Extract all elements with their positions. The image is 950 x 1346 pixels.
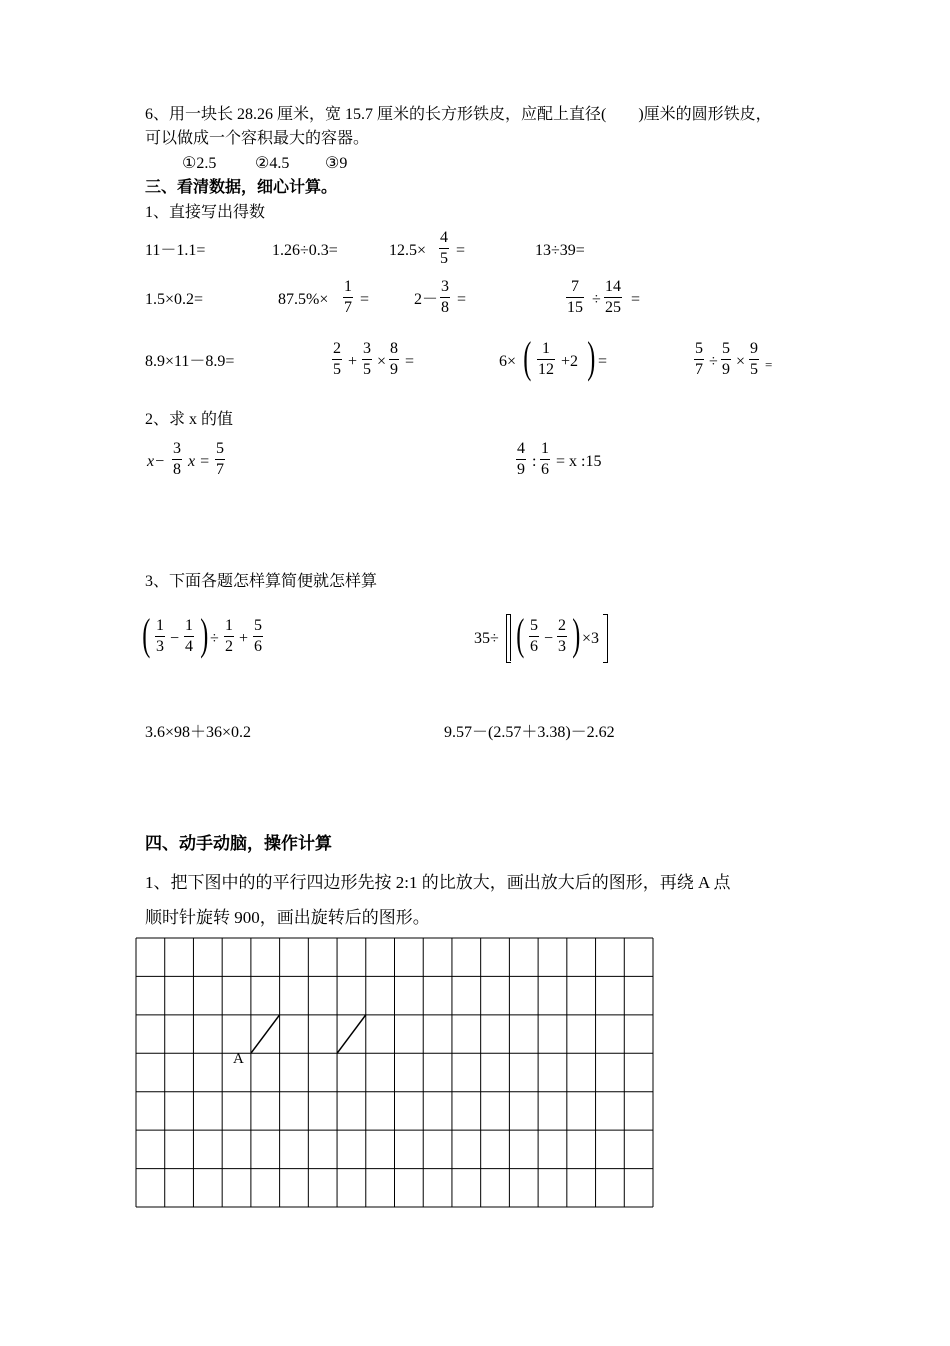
eq1-pre: x− [147, 453, 165, 470]
calc-r3-d-frac2 [721, 340, 731, 379]
part2-label: 2、求 x 的值 [145, 411, 234, 428]
numerator: 2 [333, 340, 341, 357]
denominator: 5 [750, 361, 758, 378]
calc-r3-c-tail: +2 [561, 353, 579, 370]
numerator: 1 [225, 617, 233, 634]
calc-r3-b-op1: + [348, 353, 358, 370]
q6-option-2: ②4.5 [255, 155, 290, 172]
numerator: 5 [216, 440, 224, 457]
right-bracket [603, 614, 608, 663]
calc-r3-c-pre: 6× [499, 353, 517, 370]
numerator: 2 [558, 617, 566, 634]
parallelogram-edge [251, 1015, 280, 1053]
p2-frac2 [557, 617, 567, 656]
numerator: 14 [605, 278, 621, 295]
p1-frac4 [253, 617, 263, 656]
numerator: 1 [542, 340, 550, 357]
q6-line1: 6、用一块长 28.26 厘米，宽 15.7 厘米的长方形铁皮，应配上直径( )厘米的圆形铁皮， [145, 106, 772, 123]
denominator: 2 [225, 638, 233, 655]
section3-title: 三、看清数据，细心计算。 [145, 177, 338, 196]
denominator: 5 [440, 250, 448, 267]
calc-r2-b-fraction [343, 278, 353, 317]
calc-r2-c-post: = [457, 291, 467, 308]
section4-title: 四、动手动脑，操作计算 [145, 834, 332, 854]
right-paren: ) [587, 333, 596, 382]
calc-r3-b-frac1 [332, 340, 342, 379]
q6-option-3: ③9 [325, 155, 348, 172]
numerator: 5 [254, 617, 262, 634]
drawing-grid [135, 937, 655, 1209]
calc-r3-a: 8.9×11－8.9= [145, 353, 235, 370]
denominator: 12 [538, 361, 554, 378]
calc-r2-d-post: = [631, 291, 641, 308]
p1-op1: − [170, 630, 180, 647]
calc-r2-b-pre: 87.5%× [278, 291, 329, 308]
numerator: 1 [344, 278, 352, 295]
numerator: 3 [363, 340, 371, 357]
denominator: 8 [441, 299, 449, 316]
numerator: 9 [750, 340, 758, 357]
calc-r2-d-fraction2 [604, 278, 622, 317]
numerator: 1 [185, 617, 193, 634]
eq1-frac2 [215, 440, 225, 479]
calc-r1-c-fraction [439, 229, 449, 268]
calc-r2-b-post: = [360, 291, 370, 308]
p1-op2: ÷ [210, 630, 219, 647]
eq2-frac1 [516, 440, 526, 479]
calc-r1-c-pre: 12.5× [389, 242, 427, 259]
calc-r3-b-frac3 [389, 340, 399, 379]
denominator: 7 [344, 299, 352, 316]
numerator: 1 [541, 440, 549, 457]
section4-q1-line2: 顺时针旋转 900，画出旋转后的图形。 [145, 908, 430, 927]
eq1-frac1 [172, 440, 182, 479]
numerator: 7 [571, 278, 579, 295]
calc-r3-d-frac3 [749, 340, 759, 379]
numerator: 5 [722, 340, 730, 357]
eq2-post: = x :15 [556, 453, 602, 470]
right-paren: ) [572, 610, 581, 659]
numerator: 5 [695, 340, 703, 357]
denominator: 4 [185, 638, 193, 655]
denominator: 3 [156, 638, 164, 655]
calc-r1-a: 11－1.1= [145, 242, 206, 259]
p2-op1: − [544, 630, 554, 647]
calc-r3-b-frac2 [362, 340, 372, 379]
p1-frac1 [155, 617, 165, 656]
calc-r1-b: 1.26÷0.3= [272, 242, 338, 259]
denominator: 5 [333, 361, 341, 378]
calc-r2-c-fraction [440, 278, 450, 317]
q6-option-1: ①2.5 [182, 155, 217, 172]
calc-r3-d-op2: × [736, 353, 746, 370]
calc-r3-d-frac1 [694, 340, 704, 379]
denominator: 8 [173, 461, 181, 478]
calc-r3-d-post: = [765, 357, 773, 372]
denominator: 9 [722, 361, 730, 378]
denominator: 7 [695, 361, 703, 378]
denominator: 9 [390, 361, 398, 378]
calc-r2-c-pre: 2－ [414, 291, 439, 308]
p2-pre: 35÷ [474, 630, 499, 647]
eq2-colon: : [532, 453, 537, 470]
q6-line2: 可以做成一个容积最大的容器。 [145, 130, 370, 147]
numerator: 1 [156, 617, 164, 634]
calc-r1-d: 13÷39= [535, 242, 585, 259]
parallelogram-edge [337, 1015, 366, 1053]
denominator: 6 [530, 638, 538, 655]
numerator: 5 [530, 617, 538, 634]
denominator: 6 [254, 638, 262, 655]
numerator: 4 [517, 440, 525, 457]
calc-r1-c-post: = [456, 242, 466, 259]
right-paren: ) [200, 610, 209, 659]
calc-r3-b-post: = [405, 353, 415, 370]
left-paren: ( [142, 610, 151, 659]
point-a-label: A [233, 1051, 244, 1067]
left-paren: ( [516, 610, 525, 659]
part3-label: 3、下面各题怎样算简便就怎样算 [145, 573, 378, 590]
numerator: 4 [440, 229, 448, 246]
denominator: 9 [517, 461, 525, 478]
denominator: 3 [558, 638, 566, 655]
numerator: 3 [173, 440, 181, 457]
calc-r2-d-fraction1 [566, 278, 584, 317]
left-paren: ( [523, 333, 532, 382]
denominator: 15 [567, 299, 583, 316]
eq1-mid: x = [188, 453, 210, 470]
section4-q1-line1: 1、把下图中的的平行四边形先按 2:1 的比放大，画出放大后的图形，再绕 A 点 [145, 873, 731, 892]
calc-r3-b-op2: × [377, 353, 387, 370]
p4-expression: 9.57－(2.57＋3.38)－2.62 [444, 724, 615, 741]
calc-r2-a: 1.5×0.2= [145, 291, 204, 308]
p1-op3: + [239, 630, 249, 647]
left-bracket-inner [510, 614, 515, 661]
numerator: 8 [390, 340, 398, 357]
p1-frac2 [184, 617, 194, 656]
p1-frac3 [224, 617, 234, 656]
p2-frac1 [529, 617, 539, 656]
p3-expression: 3.6×98＋36×0.2 [145, 724, 252, 741]
calc-r3-c-post: = [598, 353, 608, 370]
eq2-frac2 [540, 440, 550, 479]
calc-r2-d-op: ÷ [592, 291, 601, 308]
calc-r3-d-op1: ÷ [709, 353, 718, 370]
p2-post: ×3 [582, 630, 600, 647]
denominator: 7 [216, 461, 224, 478]
numerator: 3 [441, 278, 449, 295]
part1-label: 1、直接写出得数 [145, 204, 266, 221]
calc-r3-c-frac [537, 340, 555, 379]
denominator: 5 [363, 361, 371, 378]
denominator: 6 [541, 461, 549, 478]
denominator: 25 [605, 299, 621, 316]
